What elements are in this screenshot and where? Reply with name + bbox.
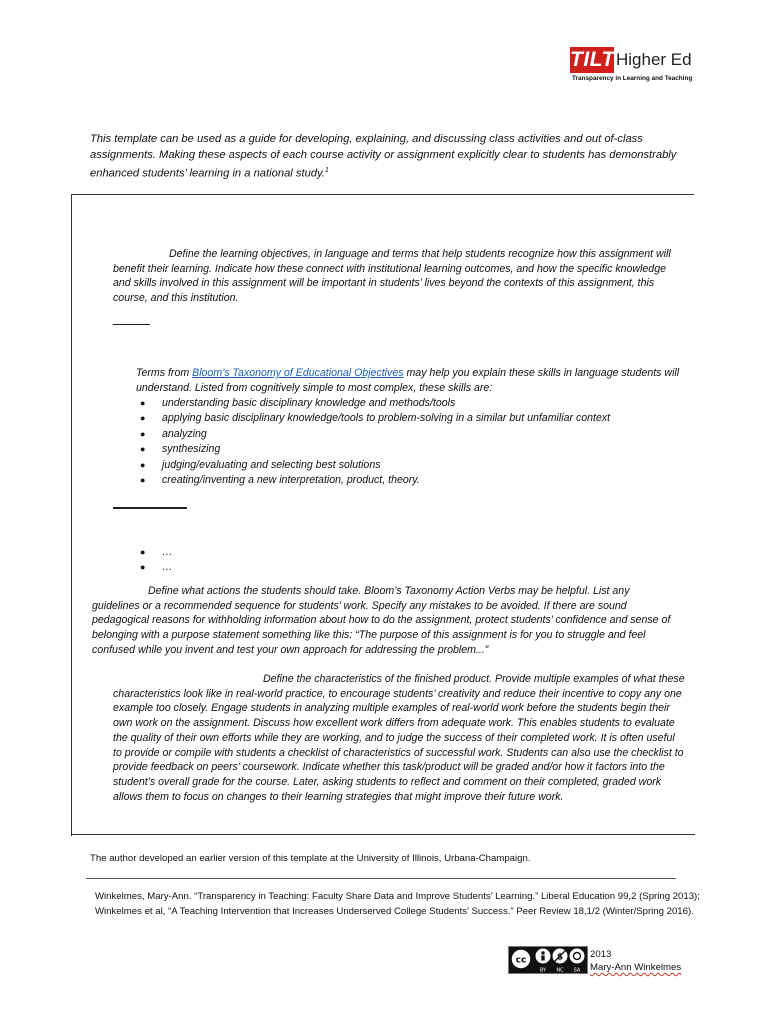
bullet-icon: ● [140, 474, 146, 485]
by-icon-body [541, 956, 544, 961]
sa-icon [570, 949, 585, 964]
license-year: 2013 [590, 949, 612, 960]
logo-wordmark: Higher Ed [616, 50, 692, 69]
bullet-icon: ● [140, 444, 146, 455]
bullet-icon: ● [140, 428, 146, 439]
cc-license-icon [508, 946, 588, 974]
bullet-icon: ● [140, 547, 146, 557]
logo-mark: TILT [570, 48, 615, 71]
license-author: Mary-Ann Winkelmes [590, 962, 682, 973]
knowledge-heading-rule [113, 507, 187, 509]
criteria-paragraph: Define the characteristics of the finished product. Provide multiple examples of what these characteristics look like in real-world practice, to encourage students’ creativity and reduce their incentive to copy any one example too closely. Engage students in analyzing multiple examples of real-world work before the students begin their own work on the assignment. Discuss how excellent work differs from adequate work. This enables students to evaluate the quality of their own efforts while they are working, and to judge the success of their completed work. It is often useful to provide or compile with students a checklist of characteristics of successful work. Students can also use the checklist to provide feedback on peers’ coursework. Indicate whether this task/product will be graded and/or how it factors into the student’s overall grade for the course. Later, asking students to reflect and comment on their completed, graded work allows them to focus on changes to their learning strategies that might improve their future work. [113, 673, 685, 803]
creative-commons-badge [508, 946, 588, 974]
by-icon-head [541, 951, 544, 954]
reference-1: Winkelmes, Mary-Ann. “Transparency in Teaching: Faculty Share Data and Improve Students’ Learning.” Liberal Education 99,2 (Spring 2013); [95, 891, 700, 902]
skills-heading-rule [113, 324, 150, 325]
by-label: BY [539, 967, 547, 974]
skill-text: judging/evaluating and selecting best solutions [162, 458, 381, 471]
skill-text: synthesizing [162, 443, 221, 456]
template-box-bottom-border [71, 834, 695, 835]
knowledge-list [136, 545, 336, 576]
intro-text: This template can be used as a guide for developing, explaining, and discussing class activities and out of-class assignments. Making these aspects of each course activity or assignment explicitly clear to students has demonstrably enhanced students’ learning in a national study. [90, 133, 677, 180]
license-text [590, 948, 681, 974]
intro-footnote: 1 [324, 167, 329, 174]
author-note: The author developed an earlier version of this template at the University of Illinois, Urbana-Champaign. [90, 853, 531, 864]
purpose-paragraph: Define the learning objectives, in language and terms that help students recognize how this assignment will benefit their learning. Indicate how these connect with institutional learning outcomes, and how the specific knowledge and skills involved in this assignment will be important in students’ lives beyond the contexts of this assignment, this course, and this institution. [113, 248, 671, 305]
list-item [136, 473, 681, 488]
intro-paragraph [90, 131, 690, 182]
list-item [136, 560, 336, 575]
cc-circle-letters: cc [515, 955, 527, 966]
skill-text: analyzing [162, 427, 207, 440]
task-paragraph: Define what actions the students should take. Bloom’s Taxonomy Action Verbs may be helpful. List any guidelines or a recommended sequence for students’ work. Specify any mistakes to be avoided. If there are sound pedagogical reasons for withholding information about how to do the assignment, protect students’ confidence and sense of belonging with a purpose statement something like this: “The purpose of this assignment is for you to struggle and feel confused while you invent and test your own approach for addressing the problem...” [92, 585, 671, 656]
list-item [136, 427, 681, 442]
list-item [136, 411, 681, 426]
bullet-icon: ● [140, 459, 146, 470]
footnote-divider [86, 878, 676, 879]
reference-2: Winkelmes et al, “A Teaching Intervention that Increases Underserved College Students’ Success.” Peer Review 18,1/2 (Winter/Spring 2016). [95, 906, 694, 917]
knowledge-item-text: … [162, 561, 173, 574]
bullet-icon: ● [140, 562, 146, 573]
bloom-taxonomy-link[interactable]: Bloom’s Taxonomy of Educational Objectives [192, 367, 404, 379]
list-item [136, 442, 681, 457]
skill-text: applying basic disciplinary knowledge/tools to problem-solving in a similar but unfamiliar context [162, 412, 611, 425]
references [95, 889, 700, 919]
list-item [136, 396, 681, 411]
nc-label: NC [556, 967, 564, 974]
tilt-higher-ed-logo [570, 45, 693, 82]
bullet-icon: ● [140, 413, 146, 424]
bloom-prefix: Terms from [136, 367, 193, 379]
bloom-suffix: may help you explain these skills in language students will understand. Listed from cognitively simple to most complex, these skills are: [136, 367, 680, 394]
sa-label: SA [573, 967, 581, 974]
bloom-paragraph [136, 366, 681, 395]
bullet-icon: ● [140, 398, 146, 408]
list-item [136, 545, 336, 560]
knowledge-item-text: … [162, 546, 173, 558]
skill-text: understanding basic disciplinary knowledge and methods/tools [162, 397, 456, 409]
nc-icon-glyph: $ [556, 952, 564, 963]
skill-text: creating/inventing a new interpretation, product, theory. [162, 473, 420, 486]
list-item [136, 458, 681, 473]
skills-list [136, 396, 681, 488]
logo-tagline: Transparency in Learning and Teaching [572, 75, 693, 82]
